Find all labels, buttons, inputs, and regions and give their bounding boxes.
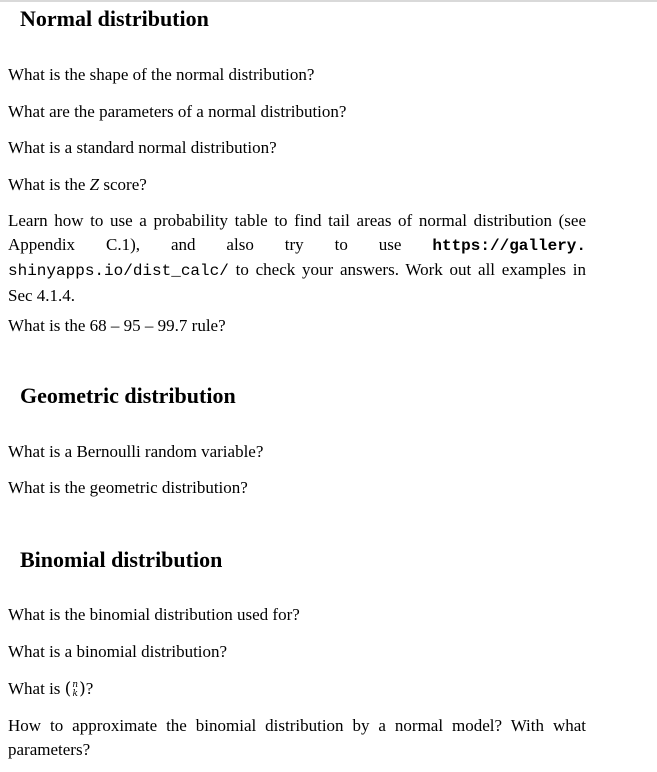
z-variable: Z [89, 175, 100, 194]
question-geometric: What is the geometric distribution? [8, 478, 248, 497]
binom-q-post: ? [85, 679, 94, 698]
question-normal-shape: What is the shape of the normal distribution? [8, 65, 315, 84]
learn-text-post: to check your answers. Work out all examples in Sec 4.1.4. [8, 260, 586, 305]
question-binomial-use: What is the binomial distribution used for? [8, 605, 300, 624]
section-title-geometric: Geometric distribution [20, 383, 236, 408]
question-standard-normal: What is a standard normal distribution? [8, 138, 277, 157]
question-normal-approximation: How to approximate the binomial distribution by a normal model? With what parameters? [8, 716, 586, 759]
question-bernoulli: What is a Bernoulli random variable? [8, 442, 264, 461]
binom-k: k [72, 688, 78, 699]
shiny-link-part-b[interactable]: shinyapps.io/dist_calc/ [8, 262, 229, 280]
question-binomial-what: What is a binomial distribution? [8, 642, 228, 661]
section-title-normal: Normal distribution [20, 6, 209, 31]
question-binomial-coefficient [8, 678, 93, 700]
section-title-binomial: Binomial distribution [20, 547, 223, 572]
question-empirical-rule: What is the 68 – 95 – 99.7 rule? [8, 316, 226, 335]
z-score-post: score? [99, 175, 147, 194]
binomial-coefficient: ( n k ) [64, 679, 86, 699]
binom-q-pre: What is [8, 679, 65, 698]
shiny-link-part-a[interactable]: https://gallery. [432, 236, 586, 255]
question-normal-parameters: What are the parameters of a normal distribution? [8, 102, 347, 121]
z-score-pre: What is the [8, 175, 90, 194]
learn-text-pre: Learn how to use a probability table to find tail areas of normal distribution (see Appendix C.1), and also try to use [8, 211, 586, 254]
binom-n: n [72, 679, 79, 690]
learn-paragraph [8, 209, 586, 307]
question-z-score [8, 174, 147, 196]
